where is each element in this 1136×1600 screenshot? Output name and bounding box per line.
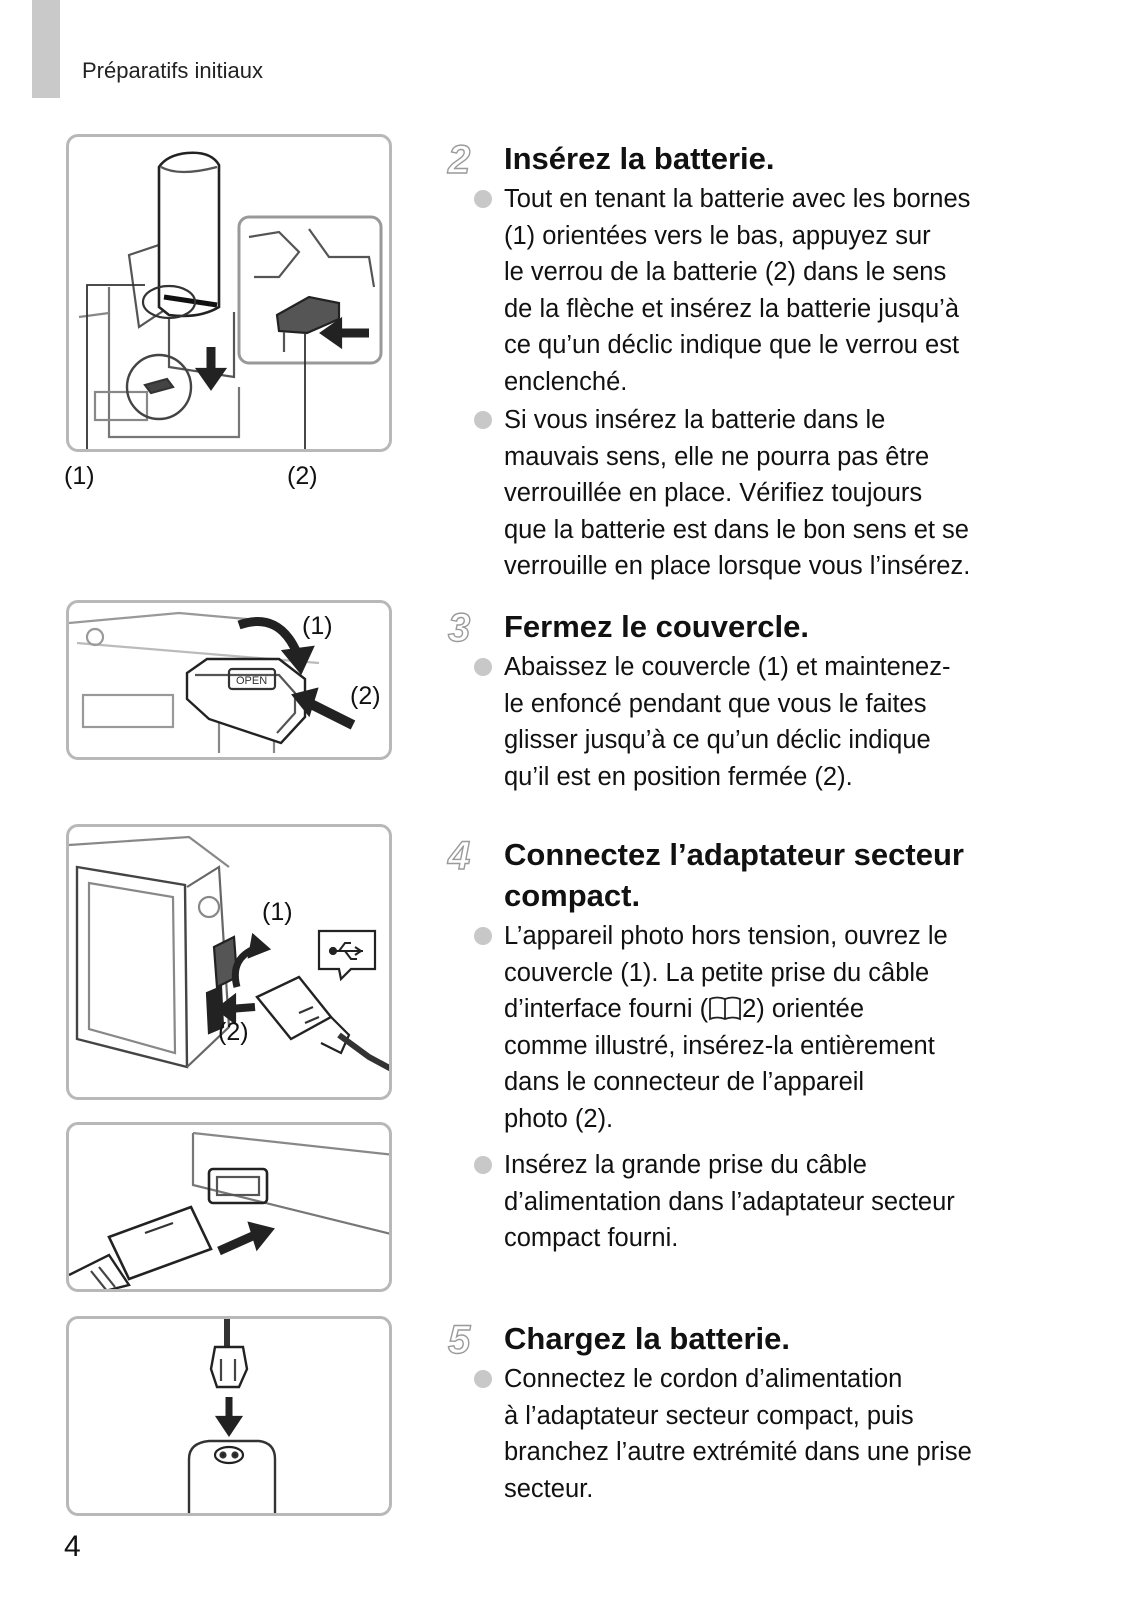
step-2 <box>448 138 1088 585</box>
step-title-line: Connectez l’adaptateur secteur <box>504 837 964 872</box>
cover-closing-illustration <box>66 600 392 760</box>
bullet-line: photo (2). <box>504 1104 614 1133</box>
bullet-text: ) orientée <box>756 995 865 1023</box>
step-number: 3 <box>448 606 471 650</box>
power-cord-illustration <box>66 1316 392 1516</box>
step-number: 4 <box>448 834 471 878</box>
figure3-callout-2: (2) <box>218 1018 249 1046</box>
step-bullet <box>504 181 1088 400</box>
bullet-line: à l’adaptateur secteur compact, puis <box>504 1401 914 1430</box>
step-bullet <box>504 1147 1088 1257</box>
page-number: 4 <box>64 1530 81 1563</box>
bullet-line: verrouille en place lorsque vous l’insérez. <box>504 552 971 580</box>
bullet-line: verrouillée en place. Vérifiez toujours <box>504 479 923 507</box>
bullet-line: mauvais sens, elle ne pourra pas être <box>504 442 930 471</box>
bullet-line: Tout en tenant la batterie avec les bornes <box>504 185 971 213</box>
battery-insertion-illustration <box>66 134 392 452</box>
bullet-line: Abaissez le couvercle (1) et maintenez- <box>504 653 951 681</box>
bullet-line: (1) orientées vers le bas, appuyez sur <box>504 221 931 250</box>
figure2-callout-1: (1) <box>302 612 333 640</box>
step-4 <box>448 834 1088 1257</box>
step-title-line: compact. <box>504 878 641 913</box>
step-bullet <box>504 402 1088 585</box>
bullet-line: comme illustré, insérez-la entièrement <box>504 1031 935 1060</box>
step-bullet <box>504 1361 1088 1507</box>
bullet-line: qu’il est en position fermée (2). <box>504 762 853 791</box>
figure1-callout-1: (1) <box>64 462 95 490</box>
step-bullet <box>504 649 1088 795</box>
bullet-line: que la batterie est dans le bon sens et se <box>504 515 969 544</box>
step-title: Chargez la batterie. <box>504 1321 790 1356</box>
bullet-line <box>504 991 1088 1028</box>
bullet-line: dans le connecteur de l’appareil <box>504 1068 865 1096</box>
cover-open-text: OPEN <box>236 675 268 687</box>
step-bullet <box>504 918 1088 1137</box>
chapter-tab-marker <box>32 0 60 98</box>
bullet-line: secteur. <box>504 1474 594 1503</box>
figure3-callout-1: (1) <box>262 898 293 926</box>
bullet-line: glisser jusqu’à ce qu’un déclic indique <box>504 726 931 754</box>
page-reference-link[interactable]: 2 <box>742 995 757 1023</box>
interface-cable-illustration <box>66 824 392 1100</box>
bullet-line: Si vous insérez la batterie dans le <box>504 406 886 434</box>
adapter-plug-illustration <box>66 1122 392 1292</box>
step-number: 2 <box>448 138 471 182</box>
bullet-line: L’appareil photo hors tension, ouvrez le <box>504 922 948 950</box>
bullet-line: ce qu’un déclic indique que le verrou est <box>504 331 960 359</box>
step-title: Fermez le couvercle. <box>504 609 809 644</box>
step-5 <box>448 1318 1088 1507</box>
bullet-line: d’alimentation dans l’adaptateur secteur <box>504 1187 955 1216</box>
bullet-line: compact fourni. <box>504 1224 679 1252</box>
bullet-line: le enfoncé pendant que vous le faites <box>504 689 927 718</box>
bullet-line: Connectez le cordon d’alimentation <box>504 1365 903 1393</box>
bullet-line: de la flèche et insérez la batterie jusqu’à <box>504 294 960 323</box>
figure1-callout-2: (2) <box>287 462 318 490</box>
section-header: Préparatifs initiaux <box>82 58 263 83</box>
bullet-line: le verrou de la batterie (2) dans le sens <box>504 258 947 286</box>
step-number: 5 <box>448 1318 471 1362</box>
step-3 <box>448 606 1088 795</box>
book-reference-icon <box>708 995 742 1021</box>
bullet-line: branchez l’autre extrémité dans une prise <box>504 1438 972 1466</box>
bullet-line: Insérez la grande prise du câble <box>504 1151 867 1179</box>
bullet-line: couvercle (1). La petite prise du câble <box>504 958 930 987</box>
bullet-text: d’interface fourni ( <box>504 995 709 1023</box>
step-title: Insérez la batterie. <box>504 141 775 176</box>
figure2-callout-2: (2) <box>350 682 381 710</box>
bullet-line: enclenché. <box>504 367 628 396</box>
